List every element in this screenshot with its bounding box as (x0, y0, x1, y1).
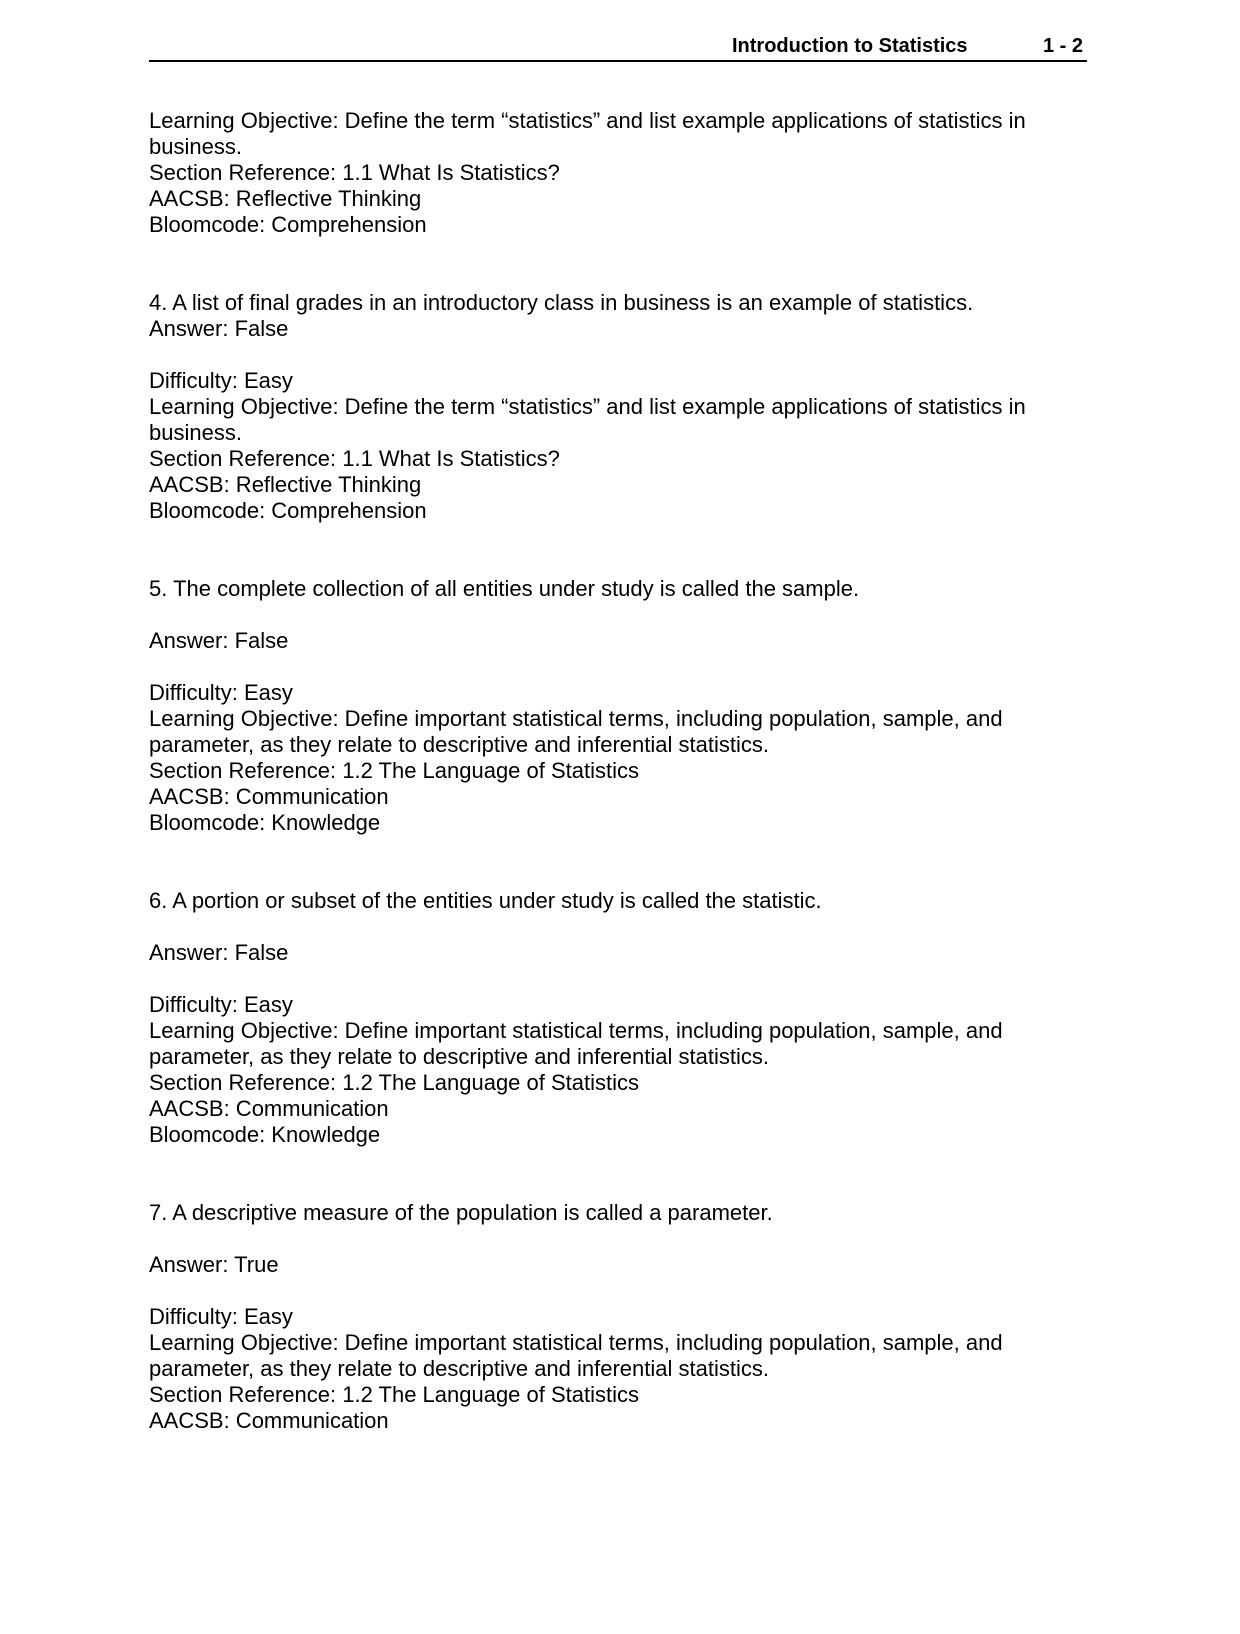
section-reference: Section Reference: 1.1 What Is Statistics? (149, 446, 560, 471)
learning-objective: Learning Objective: Define the term “statistics” and list example applications of statistics in (149, 108, 1026, 133)
learning-objective-continued: parameter, as they relate to descriptive and inferential statistics. (149, 1356, 769, 1381)
section-reference: Section Reference: 1.1 What Is Statistics? (149, 160, 560, 185)
question-text: 4. A list of final grades in an introductory class in business is an example of statistics. (149, 290, 974, 315)
page-header (149, 30, 1087, 62)
answer: Answer: True (149, 1252, 279, 1277)
aacsb: AACSB: Reflective Thinking (149, 186, 422, 211)
bloomcode: Bloomcode: Comprehension (149, 498, 427, 523)
question-text: 5. The complete collection of all entities under study is called the sample. (149, 576, 860, 601)
difficulty: Difficulty: Easy (149, 368, 293, 393)
learning-objective-continued: parameter, as they relate to descriptive and inferential statistics. (149, 732, 769, 757)
bloomcode: Bloomcode: Knowledge (149, 1122, 381, 1147)
question-text: 7. A descriptive measure of the population is called a parameter. (149, 1200, 773, 1225)
header-title: Introduction to Statistics (732, 35, 968, 57)
learning-objective-continued: business. (149, 420, 242, 445)
difficulty: Difficulty: Easy (149, 992, 293, 1017)
learning-objective: Learning Objective: Define important statistical terms, including population, sample, and (149, 706, 1003, 731)
bloomcode: Bloomcode: Comprehension (149, 212, 427, 237)
question-text: 6. A portion or subset of the entities under study is called the statistic. (149, 888, 822, 913)
difficulty: Difficulty: Easy (149, 680, 293, 705)
bloomcode: Bloomcode: Knowledge (149, 810, 381, 835)
page-content (149, 108, 1089, 1434)
aacsb: AACSB: Communication (149, 784, 389, 809)
answer: Answer: False (149, 940, 289, 965)
section-reference: Section Reference: 1.2 The Language of Statistics (149, 758, 640, 783)
question-block-5 (149, 576, 1089, 836)
answer: Answer: False (149, 628, 289, 653)
learning-objective-continued: business. (149, 134, 242, 159)
section-reference: Section Reference: 1.2 The Language of Statistics (149, 1382, 640, 1407)
question-block-4 (149, 290, 1089, 524)
question-block-6 (149, 888, 1089, 1148)
continued-metadata (149, 108, 1089, 238)
answer: Answer: False (149, 316, 289, 341)
question-block-7 (149, 1200, 1089, 1434)
aacsb: AACSB: Communication (149, 1408, 389, 1433)
aacsb: AACSB: Communication (149, 1096, 389, 1121)
learning-objective: Learning Objective: Define important statistical terms, including population, sample, and (149, 1018, 1003, 1043)
learning-objective: Learning Objective: Define the term “statistics” and list example applications of statistics in (149, 394, 1026, 419)
difficulty: Difficulty: Easy (149, 1304, 293, 1329)
aacsb: AACSB: Reflective Thinking (149, 472, 422, 497)
page-number: 1 - 2 (1042, 35, 1083, 57)
section-reference: Section Reference: 1.2 The Language of Statistics (149, 1070, 640, 1095)
learning-objective-continued: parameter, as they relate to descriptive and inferential statistics. (149, 1044, 769, 1069)
learning-objective: Learning Objective: Define important statistical terms, including population, sample, and (149, 1330, 1003, 1355)
